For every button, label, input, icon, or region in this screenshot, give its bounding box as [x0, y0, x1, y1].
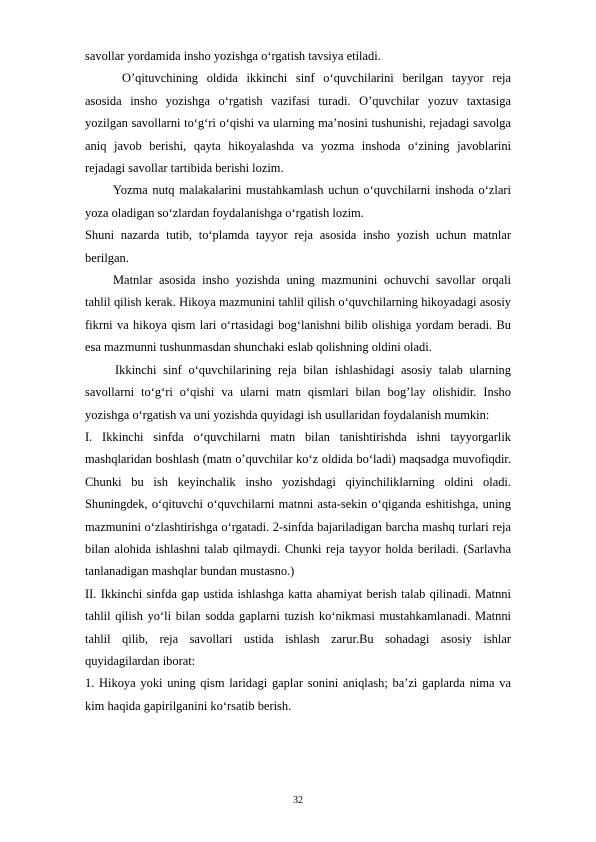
paragraph-list-item-one: 1. Hikoya yoki uning qism laridagi gaplar sonini aniqlash; ba’zi gaplarda nima va kim haqida gapirilganini ko‘rsatib berish.	[85, 676, 511, 713]
document-page	[85, 45, 511, 717]
paragraph-text-analysis: Matnlar asosida insho yozishda uning mazmunini ochuvchi savollar orqali tahlil qilish kerak. Hikoya mazmunini tahlil qilish o‘quvchilarning hikoyadagi asosiy fikrni va hikoya qism lari o‘rtasidagi bog‘lanishni bilib olishiga yordam beradi. Bu esa mazmunni tushunmasdan shunchaki eslab qolishning oldini oladi.	[85, 273, 511, 355]
paragraph-collection-texts: Shuni nazarda tutib, to‘plamda tayyor reja asosida insho yozish uchun matnlar berilgan.	[85, 228, 511, 265]
paragraph-section-one: I. Ikkinchi sinfda o‘quvchilarni matn bilan tanishtirishda ishni tayyorgarlik mashqlaridan boshlash (matn o’quvchilar ko‘z oldida bo‘ladi) maqsadga muvofiqdir. Chunki bu ish keyinchalik insho yozishdagi qiyinchiliklarning oldini oladi. Shuningdek, o‘qituvchi o‘quvchilarni matnni asta-sekin o‘qiganda eshitishga, uning mazmunini o‘zlashtirishga o‘rgatadi. 2-sinfda bajariladigan barcha mashq turlari reja bilan alohida ishlashni talab qilmaydi. Chunki reja tayyor holda beriladi. (Sarlavha tanlanadigan mashqlar bundan mustasno.)	[85, 429, 511, 579]
page-number: 32	[293, 795, 303, 806]
paragraph-written-speech: Yozma nutq malakalarini mustahkamlash uchun o‘quvchilarni inshoda o‘zlari yoza oladigan so‘zlardan foydalanishga o‘rgatish lozim.	[85, 183, 511, 220]
paragraph-continuation: savollar yordamida insho yozishga o‘rgatish tavsiya etiladi.	[85, 49, 381, 63]
paragraph-section-two: II. Ikkinchi sinfda gap ustida ishlashga katta ahamiyat berish talab qilinadi. Matnni tahlil qilish yo‘li bilan sodda gaplarni tuzish ko‘nikmasi mustahkamlanadi. Matnni tahlil qilib, reja savollari ustida ishlash zarur.Bu sohadagi asosiy ishlar quyidagilardan iborat:	[85, 586, 511, 668]
paragraph-second-grade-requirement: Ikkinchi sinf o‘quvchilarining reja bilan ishlashidagi asosiy talab ularning savollarni to‘g‘ri o‘qishi va ularni matn qismlari bilan bog’lay olishidir. Insho yozishga o‘rgatish va uni yozishda quyidagi ish usullaridan foydalanish mumkin:	[85, 362, 511, 422]
paragraph-teacher-task: O’qituvchining oldida ikkinchi sinf o‘quvchilarini berilgan tayyor reja asosida insho yozishga o‘rgatish vazifasi turadi. O’quvchilar yozuv taxtasiga yozilgan savollarni to‘g‘ri o‘qishi va ularning ma’nosini tushunishi, rejadagi savolga aniq javob berishi, qayta hikoyalashda va yozma inshoda o‘zining javoblarini rejadagi savollar tartibida berishi lozim.	[85, 71, 511, 176]
